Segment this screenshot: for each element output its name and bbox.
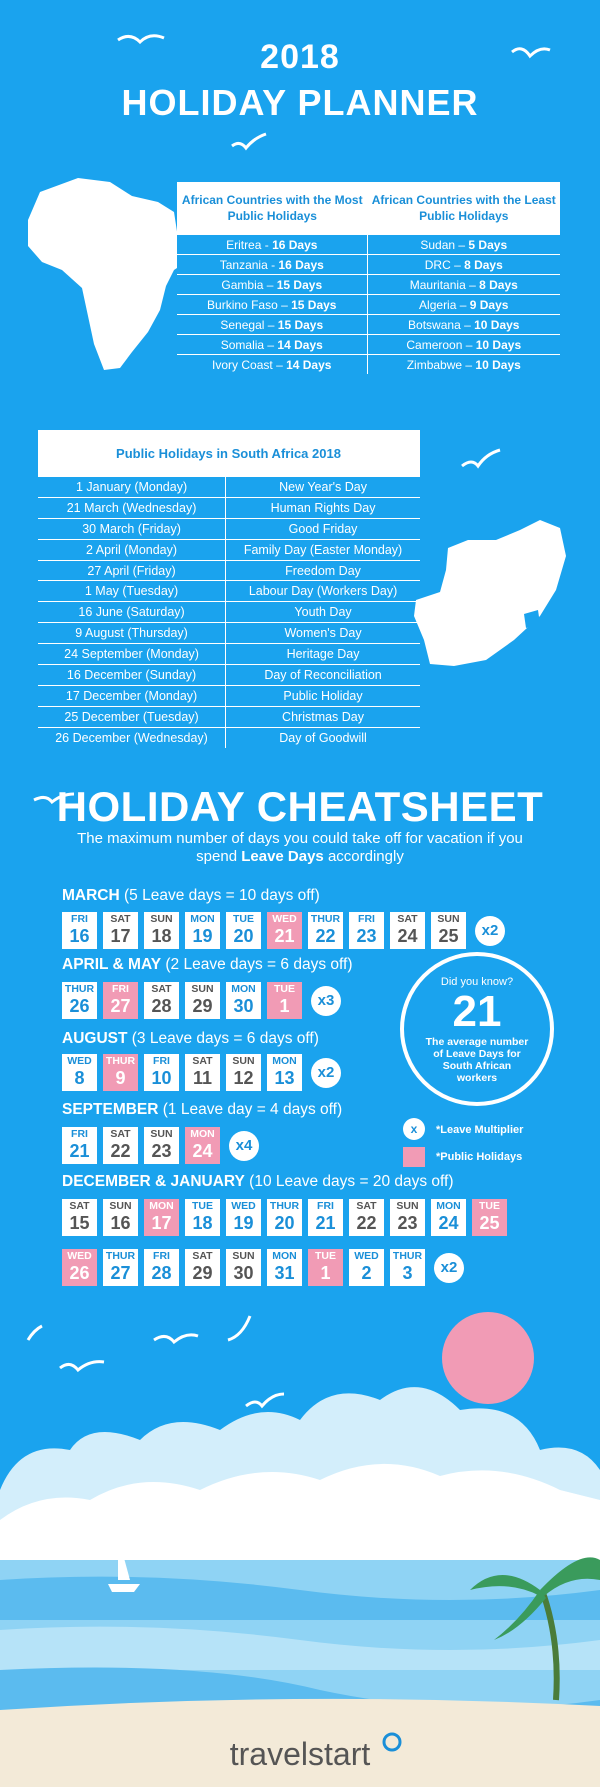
holiday-date: 24 September (Monday): [38, 643, 226, 664]
least-holidays-cell: [368, 274, 560, 294]
weekend-day: [103, 1127, 138, 1164]
day-name: MON: [272, 1250, 297, 1262]
public-holiday-day: [144, 1199, 179, 1236]
day-number: 16: [69, 926, 90, 946]
cheatsheet-section-label: [62, 1101, 342, 1119]
day-name: FRI: [112, 983, 129, 995]
sa-holiday-row: [38, 664, 420, 685]
sa-holiday-row: [38, 706, 420, 727]
holiday-name: New Year's Day: [226, 476, 420, 497]
day-name: SAT: [397, 913, 418, 925]
sa-holiday-row: [38, 476, 420, 497]
weekend-day: [144, 1127, 179, 1164]
day-name: WED: [67, 1055, 92, 1067]
section-detail: (3 Leave days = 6 days off): [127, 1030, 319, 1047]
holiday-date: 26 December (Wednesday): [38, 727, 226, 748]
leave-day: [267, 1199, 302, 1236]
leave-day: [267, 1249, 302, 1286]
section-detail: (1 Leave day = 4 days off): [158, 1101, 343, 1118]
holiday-date: 30 March (Friday): [38, 518, 226, 539]
page-title-year: 2018: [260, 38, 340, 76]
sa-table-header: Public Holidays in South Africa 2018: [38, 430, 420, 476]
country-name: Cameroon –: [406, 337, 476, 352]
section-detail: (10 Leave days = 20 days off): [244, 1173, 454, 1190]
day-number: 19: [233, 1213, 254, 1233]
leave-day: [226, 912, 261, 949]
did-you-know-question: Did you know?: [440, 976, 514, 988]
section-month: DECEMBER & JANUARY: [62, 1173, 245, 1190]
leave-day: [144, 1054, 179, 1091]
holiday-date: 1 January (Monday): [38, 476, 226, 497]
leave-multiplier-legend-label: *Leave Multiplier: [436, 1124, 524, 1136]
day-name: FRI: [71, 913, 88, 925]
cheatsheet-section-label: [62, 956, 353, 974]
weekend-day: [185, 982, 220, 1019]
holiday-name: Human Rights Day: [226, 497, 420, 518]
day-name: WED: [231, 1200, 256, 1212]
day-name: THUR: [269, 1200, 300, 1212]
day-number: 17: [151, 1213, 172, 1233]
day-number: 25: [438, 926, 459, 946]
day-name: SUN: [437, 913, 460, 925]
country-days: 9 Days: [469, 297, 509, 312]
holiday-date: 16 June (Saturday): [38, 601, 226, 622]
day-number: 17: [110, 926, 131, 946]
day-name: SUN: [232, 1055, 255, 1067]
leave-multiplier-badge: x3: [311, 986, 341, 1016]
country-name: Gambia –: [221, 277, 277, 292]
day-number: 23: [151, 1141, 172, 1161]
cheatsheet-section-label: [62, 1173, 454, 1191]
sa-holiday-row: [38, 685, 420, 706]
holiday-name: Women's Day: [226, 622, 420, 643]
calendar-day-row: [62, 912, 505, 949]
day-number: 23: [397, 1213, 418, 1233]
day-name: SAT: [151, 983, 172, 995]
sa-holiday-row: [38, 622, 420, 643]
day-number: 27: [110, 996, 131, 1016]
section-detail: (5 Leave days = 10 days off): [119, 887, 320, 904]
leave-day: [62, 1127, 97, 1164]
day-number: 20: [233, 926, 254, 946]
country-days: 10 Days: [475, 357, 521, 372]
day-number: 27: [110, 1263, 131, 1283]
country-days: 8 Days: [479, 277, 518, 292]
country-name: Botswana –: [408, 317, 475, 332]
holiday-name: Family Day (Easter Monday): [226, 539, 420, 560]
day-name: SAT: [192, 1055, 213, 1067]
day-name: THUR: [392, 1250, 423, 1262]
day-number: 13: [274, 1068, 295, 1088]
holiday-name: Labour Day (Workers Day): [226, 580, 420, 601]
least-holidays-cell: [368, 234, 560, 254]
day-number: 18: [151, 926, 172, 946]
south-africa-map: [414, 520, 566, 666]
day-number: 22: [315, 926, 336, 946]
day-name: MON: [149, 1200, 174, 1212]
weekend-day: [431, 912, 466, 949]
leave-day: [267, 1054, 302, 1091]
day-number: 1: [320, 1263, 331, 1283]
day-name: WED: [272, 913, 297, 925]
holiday-name: Good Friday: [226, 518, 420, 539]
holiday-date: 2 April (Monday): [38, 539, 226, 560]
most-holidays-header: African Countries with the Most Public Holidays: [177, 182, 368, 234]
least-holidays-cell: [368, 334, 560, 354]
day-name: SAT: [192, 1250, 213, 1262]
sa-holiday-row: [38, 560, 420, 581]
least-holidays-cell: [368, 314, 560, 334]
day-name: TUE: [192, 1200, 213, 1212]
day-name: THUR: [310, 913, 341, 925]
day-number: 30: [233, 996, 254, 1016]
cheatsheet-section-label: [62, 1030, 319, 1048]
country-days: 14 Days: [277, 337, 323, 352]
day-number: 20: [274, 1213, 295, 1233]
country-name: DRC –: [424, 257, 465, 272]
country-days: 14 Days: [286, 357, 332, 372]
holiday-name: Youth Day: [226, 601, 420, 622]
country-days: 8 Days: [464, 257, 503, 272]
leave-day: [349, 1249, 384, 1286]
leave-day: [62, 982, 97, 1019]
holiday-date: 27 April (Friday): [38, 560, 226, 581]
day-name: SAT: [110, 1128, 131, 1140]
least-holidays-cell: [368, 354, 560, 374]
day-name: SUN: [150, 1128, 173, 1140]
day-name: TUE: [233, 913, 254, 925]
cheatsheet-subtitle: [60, 830, 540, 866]
country-name: Eritrea -: [226, 237, 273, 252]
day-number: 9: [115, 1068, 126, 1088]
day-name: FRI: [71, 1128, 88, 1140]
public-holiday-day: [472, 1199, 507, 1236]
country-days: 16 Days: [278, 257, 324, 272]
day-name: FRI: [153, 1250, 170, 1262]
weekend-day: [144, 982, 179, 1019]
leave-day: [226, 982, 261, 1019]
section-month: SEPTEMBER: [62, 1101, 159, 1118]
day-number: 26: [69, 1263, 90, 1283]
calendar-day-row: [62, 1127, 259, 1164]
leave-multiplier-badge: x2: [311, 1058, 341, 1088]
holiday-name: Freedom Day: [226, 560, 420, 581]
day-number: 30: [233, 1263, 254, 1283]
public-holiday-legend-swatch: [403, 1147, 425, 1167]
most-holidays-cell: [177, 234, 368, 254]
holiday-name: Day of Reconciliation: [226, 664, 420, 685]
day-number: 24: [438, 1213, 459, 1233]
holiday-name: Public Holiday: [226, 685, 420, 706]
day-number: 25: [479, 1213, 500, 1233]
most-holidays-cell: [177, 314, 368, 334]
day-name: THUR: [105, 1055, 136, 1067]
page-title: HOLIDAY PLANNER: [121, 82, 479, 123]
leave-day: [185, 912, 220, 949]
day-number: 10: [151, 1068, 172, 1088]
leave-day: [390, 1249, 425, 1286]
weekend-day: [185, 1054, 220, 1091]
section-month: AUGUST: [62, 1030, 128, 1047]
subtitle-text: The maximum number of days you could take off for vacation if you spend: [77, 830, 523, 865]
day-number: 21: [69, 1141, 90, 1161]
most-holidays-cell: [177, 294, 368, 314]
most-holidays-cell: [177, 354, 368, 374]
day-name: MON: [190, 1128, 215, 1140]
day-number: 18: [192, 1213, 213, 1233]
country-name: Mauritania –: [409, 277, 480, 292]
day-number: 2: [361, 1263, 372, 1283]
day-number: 29: [192, 996, 213, 1016]
weekend-day: [390, 912, 425, 949]
holiday-name: Heritage Day: [226, 643, 420, 664]
weekend-day: [103, 1199, 138, 1236]
day-name: THUR: [64, 983, 95, 995]
day-name: MON: [190, 913, 215, 925]
country-name: Algeria –: [419, 297, 470, 312]
holiday-date: 21 March (Wednesday): [38, 497, 226, 518]
leave-multiplier-badge: x2: [434, 1253, 464, 1283]
day-number: 16: [110, 1213, 131, 1233]
country-days: 10 Days: [475, 337, 522, 352]
day-name: MON: [436, 1200, 461, 1212]
day-name: FRI: [317, 1200, 334, 1212]
sa-holiday-row: [38, 497, 420, 518]
day-name: SUN: [191, 983, 214, 995]
africa-table-row: [177, 234, 560, 254]
africa-holidays-table: [177, 182, 560, 374]
day-number: 1: [279, 996, 290, 1016]
weekend-day: [62, 1199, 97, 1236]
section-month: MARCH: [62, 887, 120, 904]
section-month: APRIL & MAY: [62, 956, 162, 973]
day-name: WED: [67, 1250, 92, 1262]
sa-holiday-row: [38, 643, 420, 664]
day-number: 29: [192, 1263, 213, 1283]
weekend-day: [103, 912, 138, 949]
country-name: Burkino Faso –: [207, 297, 292, 312]
holiday-date: 25 December (Tuesday): [38, 706, 226, 727]
section-detail: (2 Leave days = 6 days off): [161, 956, 353, 973]
calendar-day-row: [62, 1249, 464, 1286]
day-name: FRI: [358, 913, 375, 925]
average-leave-days-number: 21: [452, 987, 502, 1036]
most-holidays-cell: [177, 274, 368, 294]
weekend-day: [226, 1249, 261, 1286]
subtitle-text-end: accordingly: [323, 848, 404, 865]
day-name: SAT: [69, 1200, 90, 1212]
least-holidays-cell: [368, 294, 560, 314]
leave-day: [62, 912, 97, 949]
subtitle-bold: Leave Days: [241, 848, 324, 865]
day-name: SUN: [150, 913, 173, 925]
africa-table-row: [177, 294, 560, 314]
public-holiday-day: [308, 1249, 343, 1286]
leave-day: [185, 1199, 220, 1236]
africa-table-row: [177, 274, 560, 294]
day-name: TUE: [479, 1200, 500, 1212]
leave-day: [62, 1054, 97, 1091]
country-days: 15 Days: [277, 317, 324, 332]
day-name: SUN: [396, 1200, 419, 1212]
leave-day: [308, 1199, 343, 1236]
day-name: SUN: [109, 1200, 132, 1212]
day-number: 3: [402, 1263, 413, 1283]
sa-holiday-row: [38, 518, 420, 539]
day-name: THUR: [105, 1250, 136, 1262]
public-holiday-day: [62, 1249, 97, 1286]
day-number: 24: [397, 926, 418, 946]
country-days: 10 Days: [474, 317, 520, 332]
public-holiday-day: [103, 982, 138, 1019]
least-holidays-cell: [368, 254, 560, 274]
least-holidays-header: African Countries with the Least Public Holidays: [368, 182, 560, 234]
sa-holiday-row: [38, 601, 420, 622]
average-leave-days-text: The average number of Leave Days for South African workers: [425, 1036, 529, 1084]
calendar-day-row: [62, 982, 341, 1019]
cheatsheet-section-label: [62, 887, 320, 905]
weekend-day: [349, 1199, 384, 1236]
country-days: 15 Days: [276, 277, 323, 292]
country-name: Senegal –: [220, 317, 278, 332]
africa-table-row: [177, 254, 560, 274]
day-name: MON: [272, 1055, 297, 1067]
leave-day: [349, 912, 384, 949]
sa-public-holidays-table: [38, 430, 420, 748]
leave-multiplier-badge: x4: [229, 1131, 259, 1161]
holiday-date: 9 August (Thursday): [38, 622, 226, 643]
africa-table-row: [177, 314, 560, 334]
public-holiday-day: [103, 1054, 138, 1091]
country-name: Tanzania -: [219, 257, 279, 272]
weekend-day: [390, 1199, 425, 1236]
day-name: FRI: [153, 1055, 170, 1067]
day-number: 22: [110, 1141, 131, 1161]
travelstart-logo: travelstart: [229, 1736, 371, 1772]
most-holidays-cell: [177, 334, 368, 354]
day-name: SAT: [110, 913, 131, 925]
africa-table-row: [177, 354, 560, 374]
day-number: 12: [233, 1068, 254, 1088]
africa-table-row: [177, 334, 560, 354]
cheatsheet-title: HOLIDAY CHEATSHEET: [56, 783, 544, 830]
sa-holiday-row: [38, 539, 420, 560]
country-name: Zimbabwe –: [406, 357, 476, 372]
day-number: 31: [274, 1263, 295, 1283]
holiday-date: 16 December (Sunday): [38, 664, 226, 685]
day-name: MON: [231, 983, 256, 995]
day-name: SUN: [232, 1250, 255, 1262]
day-name: SAT: [356, 1200, 377, 1212]
day-number: 21: [274, 926, 295, 946]
day-number: 15: [69, 1213, 90, 1233]
day-name: TUE: [315, 1250, 336, 1262]
holiday-date: 1 May (Tuesday): [38, 580, 226, 601]
day-number: 21: [315, 1213, 336, 1233]
weekend-day: [226, 1054, 261, 1091]
day-number: 28: [151, 1263, 172, 1283]
day-number: 8: [74, 1068, 85, 1088]
country-days: 16 Days: [272, 237, 318, 252]
africa-map: [28, 178, 186, 370]
country-days: 5 Days: [468, 237, 508, 252]
leave-day: [308, 912, 343, 949]
day-number: 22: [356, 1213, 377, 1233]
public-holiday-day: [267, 982, 302, 1019]
sa-holiday-row: [38, 727, 420, 748]
public-holiday-day: [185, 1127, 220, 1164]
day-number: 19: [192, 926, 213, 946]
weekend-day: [144, 912, 179, 949]
leave-day: [103, 1249, 138, 1286]
country-name: Somalia –: [220, 337, 278, 352]
day-name: WED: [354, 1250, 379, 1262]
most-holidays-cell: [177, 254, 368, 274]
holiday-name: Day of Goodwill: [226, 727, 420, 748]
leave-day: [144, 1249, 179, 1286]
day-number: 28: [151, 996, 172, 1016]
holiday-name: Christmas Day: [226, 706, 420, 727]
day-number: 24: [192, 1141, 213, 1161]
day-number: 23: [356, 926, 377, 946]
public-holiday-day: [267, 912, 302, 949]
day-number: 11: [192, 1068, 213, 1088]
did-you-know-badge: [400, 952, 554, 1106]
country-days: 15 Days: [291, 297, 337, 312]
leave-multiplier-legend-icon: x: [403, 1118, 425, 1140]
weekend-day: [185, 1249, 220, 1286]
calendar-day-row: [62, 1054, 341, 1091]
sa-holiday-row: [38, 580, 420, 601]
holiday-date: 17 December (Monday): [38, 685, 226, 706]
country-name: Sudan –: [420, 237, 469, 252]
leave-multiplier-badge: x2: [475, 916, 505, 946]
day-number: 26: [69, 996, 90, 1016]
leave-day: [431, 1199, 466, 1236]
day-name: TUE: [274, 983, 295, 995]
country-name: Ivory Coast –: [212, 357, 287, 372]
public-holiday-legend-label: *Public Holidays: [436, 1151, 523, 1163]
leave-day: [226, 1199, 261, 1236]
calendar-day-row: [62, 1199, 507, 1236]
